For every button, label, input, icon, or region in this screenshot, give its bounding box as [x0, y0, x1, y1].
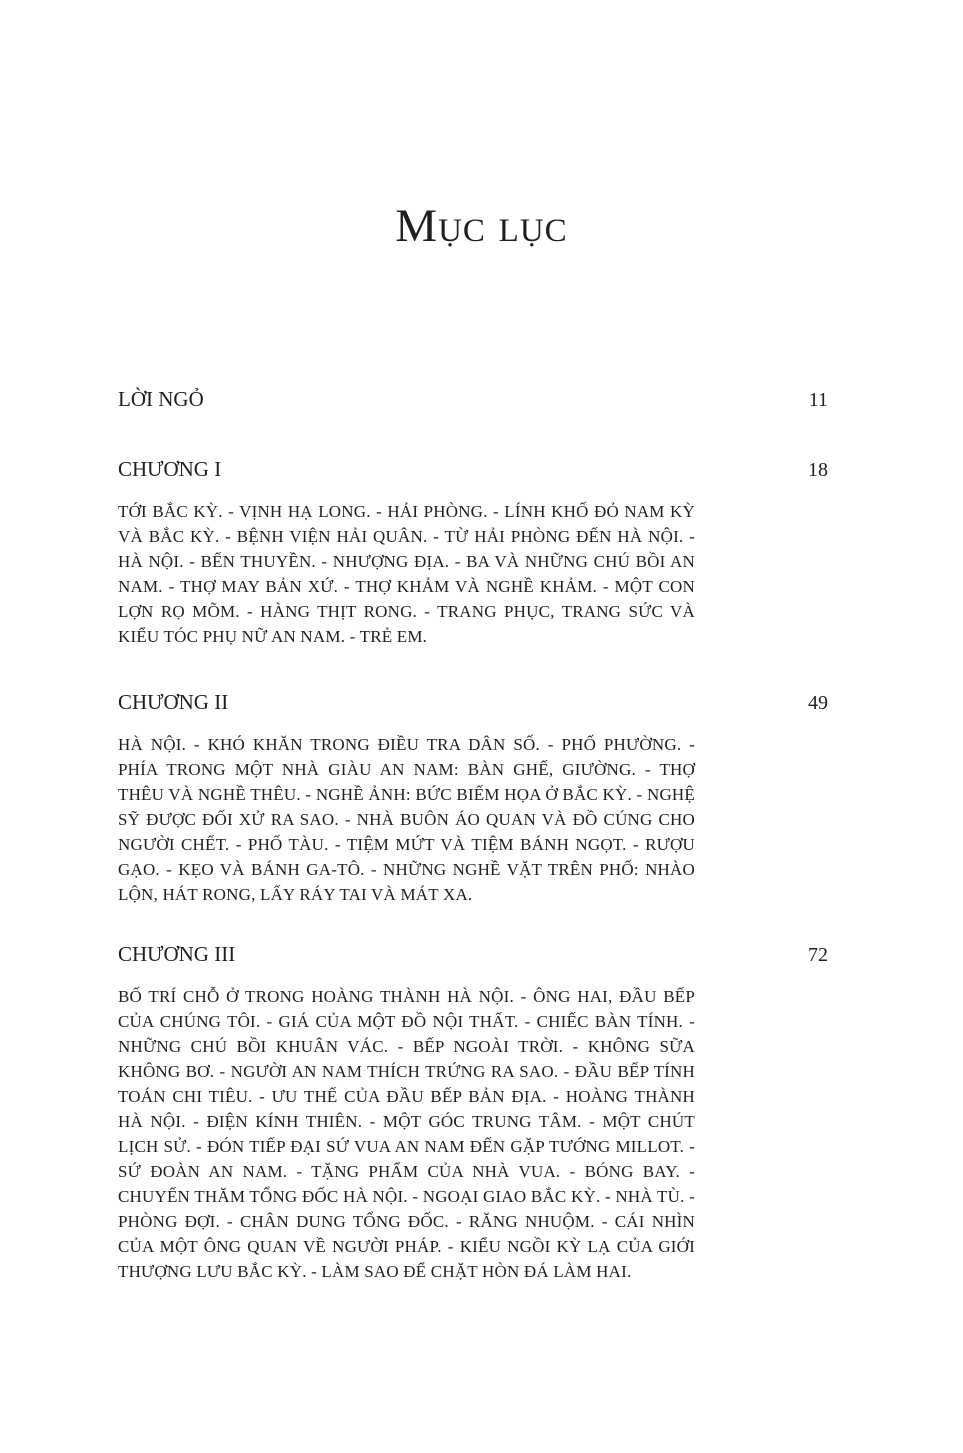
entry-page-number: 18: [808, 459, 828, 481]
toc-entry-chapter-1: [118, 456, 828, 649]
toc-entry-chapter-2: [118, 689, 828, 907]
entry-label: CHƯƠNG II: [118, 690, 229, 714]
toc-entry-head: [118, 941, 828, 968]
entry-label: LỜI NGỎ: [118, 387, 204, 411]
entry-page-number: 49: [808, 692, 828, 714]
entry-page-number: 72: [808, 944, 828, 966]
toc-entry-chapter-3: [118, 941, 828, 1284]
entry-label: CHƯƠNG III: [118, 942, 236, 966]
entry-label: CHƯƠNG I: [118, 457, 222, 481]
toc-entry-head: [118, 386, 828, 413]
toc-entry-head: [118, 456, 828, 483]
toc-entry-preface: [118, 386, 828, 413]
entry-description: HÀ NỘI. - KHÓ KHĂN TRONG ĐIỀU TRA DÂN SỐ. - PHỐ PHƯỜNG. - PHÍA TRONG MỘT NHÀ GIÀU AN NAM: BÀN GHẾ, GIƯỜNG. - THỢ THÊU VÀ NGHỀ THÊU. - NGHỀ ẢNH: BỨC BIẾM HỌA Ở BẮC KỲ. - NGHỆ SỸ ĐƯỢC ĐỐI XỬ RA SAO. - NHÀ BUÔN ÁO QUAN VÀ ĐỒ CÚNG CHO NGƯỜI CHẾT. - PHỐ TÀU. - TIỆM MỨT VÀ TIỆM BÁNH NGỌT. - RƯỢU GẠO. - KẸO VÀ BÁNH GA-TÔ. - NHỮNG NGHỀ VẶT TRÊN PHỐ: NHÀO LỘN, HÁT RONG, LẤY RÁY TAI VÀ MÁT XA.: [118, 735, 695, 904]
toc-entry-head: [118, 689, 828, 716]
entry-description: TỚI BẮC KỲ. - VỊNH HẠ LONG. - HẢI PHÒNG. - LÍNH KHỐ ĐỎ NAM KỲ VÀ BẮC KỲ. - BỆNH VIỆN HẢI QUÂN. - TỪ HẢI PHÒNG ĐẾN HÀ NỘI. - HÀ NỘI. - BẾN THUYỀN. - NHƯỢNG ĐỊA. - BA VÀ NHỮNG CHÚ BỒI AN NAM. - THỢ MAY BẢN XỨ. - THỢ KHẢM VÀ NGHỀ KHẢM. - MỘT CON LỢN RỌ MÕM. - HÀNG THỊT RONG. - TRANG PHỤC, TRANG SỨC VÀ KIỂU TÓC PHỤ NỮ AN NAM. - TRẺ EM.: [118, 502, 695, 646]
entry-page-number: 11: [808, 389, 828, 411]
page-title: Mục lục: [395, 200, 568, 252]
entry-description: BỐ TRÍ CHỖ Ở TRONG HOÀNG THÀNH HÀ NỘI. - ÔNG HAI, ĐẦU BẾP CỦA CHÚNG TÔI. - GIÁ CỦA MỘT ĐỒ NỘI THẤT. - CHIẾC BÀN TÍNH. - NHỮNG CHÚ BỒI KHUÂN VÁC. - BẾP NGOÀI TRỜI. - KHÔNG SỮA KHÔNG BƠ. - NGƯỜI AN NAM THÍCH TRỨNG RA SAO. - ĐẦU BẾP TÍNH TOÁN CHI TIÊU. - ƯU THẾ CỦA ĐẦU BẾP BẢN ĐỊA. - HOÀNG THÀNH HÀ NỘI. - ĐIỆN KÍNH THIÊN. - MỘT GÓC TRUNG TÂM. - MỘT CHÚT LỊCH SỬ. - ĐÓN TIẾP ĐẠI SỨ VUA AN NAM ĐẾN GẶP TƯỚNG MILLOT. - SỨ ĐOÀN AN NAM. - TẶNG PHẨM CỦA NHÀ VUA. - BÓNG BAY. - CHUYẾN THĂM TỔNG ĐỐC HÀ NỘI. - NGOẠI GIAO BẮC KỲ. - NHÀ TÙ. - PHÒNG ĐỢI. - CHÂN DUNG TỔNG ĐỐC. - RĂNG NHUỘM. - CÁI NHÌN CỦA MỘT ÔNG QUAN VỀ NGƯỜI PHÁP. - KIỂU NGỒI KỲ LẠ CỦA GIỚI THƯỢNG LƯU BẮC KỲ. - LÀM SAO ĐỂ CHẶT HÒN ĐÁ LÀM HAI.: [118, 987, 695, 1281]
